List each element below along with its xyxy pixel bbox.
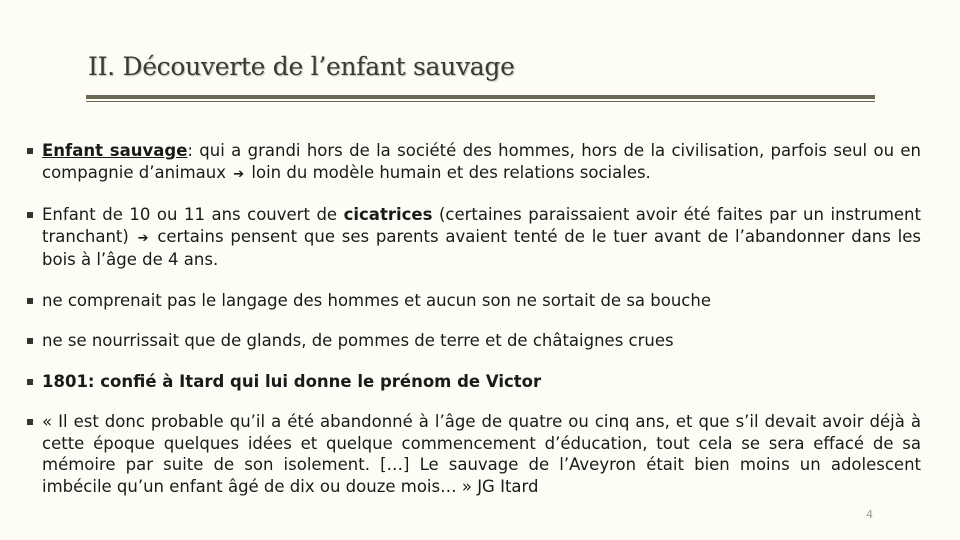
- title-divider-thick: [86, 95, 875, 99]
- itard-quote: « Il est donc probable qu’il a été abandonné à l’âge de quatre ou cinq ans, et que s’il devait avoir déjà à cette époque quelques idées et quelque commencement d’éducation, tout cela se sera effacé de sa mémoire par suite de son isolement. […] Le sauvage de l’Aveyron était bien moins un adolescent imbécile qu’un enfant âgé de dix ou douze mois… » JG Itard: [42, 412, 921, 496]
- square-bullet-icon: [27, 212, 33, 218]
- square-bullet-icon: [27, 148, 33, 154]
- square-bullet-icon: [27, 379, 33, 385]
- term-enfant-sauvage: Enfant sauvage: [42, 141, 188, 160]
- page-number: 4: [866, 508, 873, 521]
- bullet-item-definition: [24, 140, 921, 185]
- scars-conclusion: certains pensent que ses parents avaient tenté de le tuer avant de l’abandonner dans les bois à l’âge de 4 ans.: [42, 226, 921, 269]
- bullet-item-food: [24, 330, 921, 352]
- right-arrow-icon: ➔: [137, 230, 149, 246]
- scars-detail: (certaines paraissaient avoir été faites par un instrument tranchant): [42, 205, 921, 246]
- title-divider-thin: [86, 101, 875, 102]
- bullet-list: [24, 140, 921, 516]
- bullet-item-itard: [24, 371, 921, 393]
- definition-text: : qui a grandi hors de la société des hommes, hors de la civilisation, parfois seul ou en compagnie d’animaux: [42, 141, 921, 182]
- right-arrow-icon: ➔: [233, 166, 245, 182]
- square-bullet-icon: [27, 298, 33, 304]
- square-bullet-icon: [27, 419, 33, 425]
- definition-conclusion: loin du modèle humain et des relations sociales.: [251, 162, 651, 182]
- bullet-item-quote: [24, 411, 921, 497]
- bullet-item-scars: [24, 204, 921, 271]
- language-text: ne comprenait pas le langage des hommes et aucun son ne sortait de sa bouche: [42, 290, 711, 310]
- term-cicatrices: cicatrices: [343, 205, 433, 224]
- scars-intro: Enfant de 10 ou 11 ans couvert de: [42, 205, 338, 224]
- food-text: ne se nourrissait que de glands, de pommes de terre et de châtaignes crues: [42, 331, 674, 350]
- bullet-item-language: [24, 290, 921, 312]
- slide-title: II. Découverte de l’enfant sauvage: [88, 52, 515, 81]
- itard-text: 1801: confié à Itard qui lui donne le prénom de Victor: [42, 371, 542, 391]
- square-bullet-icon: [27, 338, 33, 344]
